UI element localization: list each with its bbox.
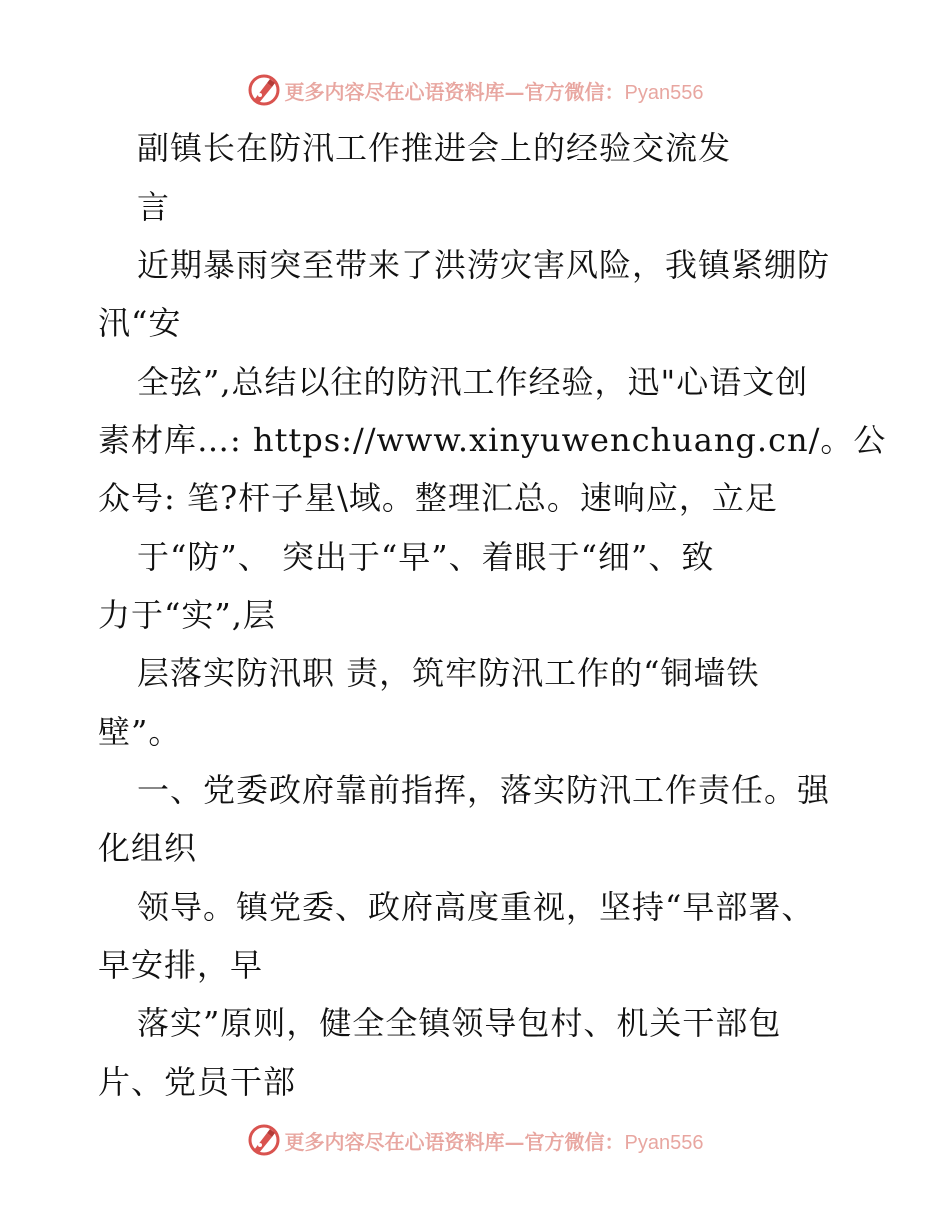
footer-watermark-banner [0, 1120, 950, 1160]
text-line: 素材库…: https://www.xinyuwenchuang.cn/。公 [98, 421, 887, 459]
watermark-text: 更多内容尽在心语资料库—官方微信：Pyan556 [284, 1129, 704, 1154]
text-line: 化组织 [98, 829, 198, 867]
pen-logo-icon [247, 73, 281, 107]
section-heading-line: 一、党委政府靠前指挥，落实防汛工作责任。强 [137, 771, 831, 809]
text-line: 早安排，早 [98, 946, 264, 984]
document-title-line-2: 言 [137, 188, 171, 226]
text-line: 层落实防汛职 责，筑牢防汛工作的“铜墙铁 [137, 654, 760, 692]
text-line: 近期暴雨突至带来了洪涝灾害风险，我镇紧绷防 [137, 246, 831, 284]
text-line: 于“防”、 突出于“早”、着眼于“细”、致 [137, 538, 715, 576]
text-line: 片、党员干部 [98, 1063, 297, 1101]
pen-logo-icon [247, 1123, 281, 1157]
text-line: 力于“实”,层 [98, 596, 276, 634]
text-line: 壁”。 [98, 713, 182, 751]
text-line: 落实”原则，健全全镇领导包村、机关干部包 [137, 1004, 782, 1042]
watermark-text: 更多内容尽在心语资料库—官方微信：Pyan556 [284, 79, 704, 104]
text-line: 全弦”,总结以往的防汛工作经验，迅"心语文创 [137, 363, 809, 401]
text-line: 众号: 笔?杆子星\域。整理汇总。速响应，立足 [98, 479, 778, 517]
document-title-line-1: 副镇长在防汛工作推进会上的经验交流发 [137, 129, 732, 167]
text-line: 汛“安 [98, 304, 182, 342]
header-watermark-banner [0, 70, 950, 110]
text-line: 领导。镇党委、政府高度重视，坚持“早部署、 [137, 888, 815, 926]
